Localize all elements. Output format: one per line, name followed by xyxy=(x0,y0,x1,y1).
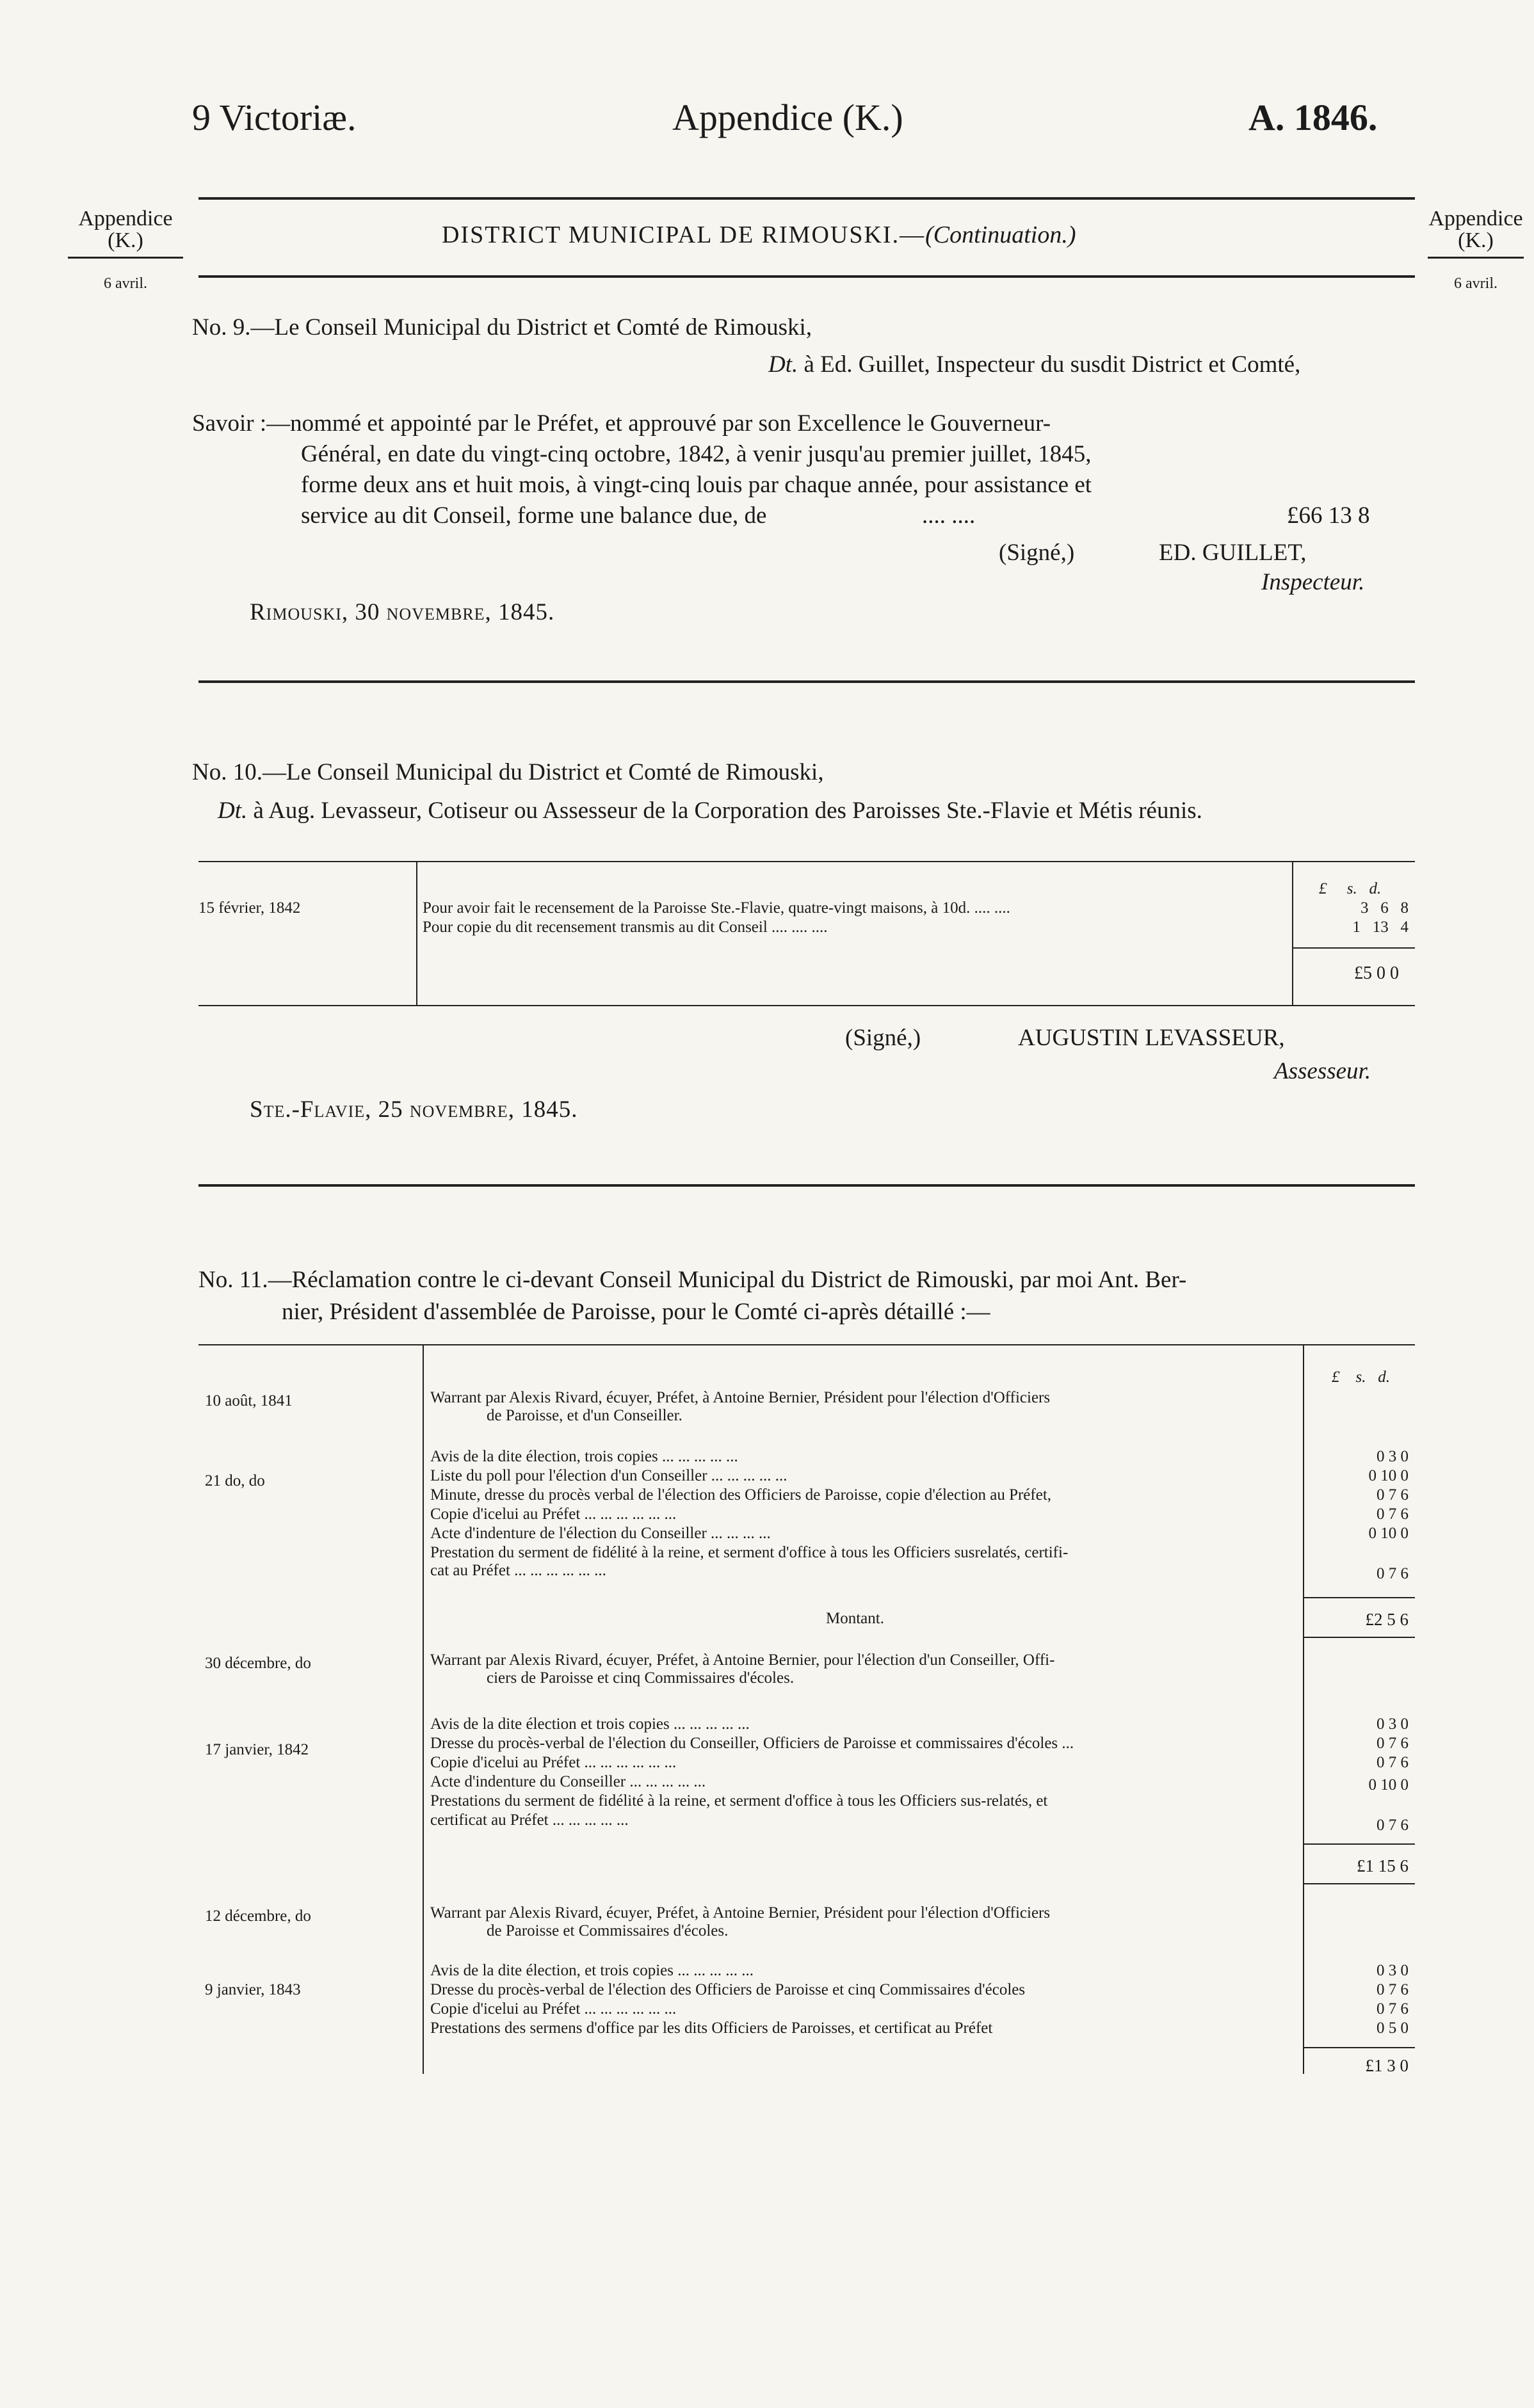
n11-col-pence: d. xyxy=(1378,1369,1390,1386)
n11-col-divider xyxy=(423,1344,424,2074)
g3-item: Prestations des sermens d'office par les dits Officiers de Paroisses, et certificat au Préfet xyxy=(430,2019,993,2037)
g1-item: Avis de la dite élection, trois copies ... ... ... ... ... xyxy=(430,1448,738,1465)
g1-total-rule xyxy=(1303,1597,1415,1598)
margin-k: (K.) xyxy=(1458,229,1494,252)
g3-date-1: 12 décembre, do xyxy=(205,1907,311,1925)
g1-item-amount: 0 3 0 xyxy=(1377,1448,1409,1465)
section-title xyxy=(442,221,1076,249)
g2-item: Dresse du procès-verbal de l'élection du Conseiller, Officiers de Paroisse et commissaires d'écoles ... xyxy=(430,1735,1074,1752)
n10-amount-divider xyxy=(1292,861,1293,1005)
g1-item-amount: 0 7 6 xyxy=(1377,1486,1409,1504)
g1-date-1: 10 août, 1841 xyxy=(205,1392,293,1409)
n10-col-pence: d. xyxy=(1369,880,1382,897)
section-title-text: DISTRICT MUNICIPAL DE RIMOUSKI.— xyxy=(442,221,926,248)
g3-item-amount: 0 5 0 xyxy=(1377,2019,1409,2037)
n11-amount-header xyxy=(1332,1369,1421,1386)
n10-item-2-amount: 1 13 4 xyxy=(1352,919,1409,936)
g2-item: Prestations du serment de fidélité à la reine, et serment d'office à tous les Officiers sus-relatés, et xyxy=(430,1792,1048,1810)
running-head-left: 9 Victoriæ. xyxy=(192,97,357,138)
g1-item: Liste du poll pour l'élection d'un Conseiller ... ... ... ... ... xyxy=(430,1467,787,1484)
n9-body-line-2: Général, en date du vingt-cinq octobre, 1842, à venir jusqu'au premier juillet, 1845, xyxy=(301,441,1092,467)
g3-date-2: 9 janvier, 1843 xyxy=(205,1981,301,1998)
running-head-center: Appendice (K.) xyxy=(672,97,903,138)
n9-signed: (Signé,) xyxy=(999,540,1075,566)
g1-item: Prestation du serment de fidélité à la reine, et serment d'office à tous les Officiers susrelatés, certifi- xyxy=(430,1544,1069,1561)
header-rule-top xyxy=(198,197,1415,200)
n10-signer: AUGUSTIN LEVASSEUR, xyxy=(1018,1025,1285,1051)
margin-appendice: Appendice xyxy=(78,207,173,230)
g1-item: cat au Préfet ... ... ... ... ... ... xyxy=(430,1562,606,1579)
g1-item: Copie d'icelui au Préfet ... ... ... ... ... ... xyxy=(430,1505,677,1523)
n11-heading-1: No. 11.—Réclamation contre le ci-devant Conseil Municipal du District de Rimouski, par moi Ant. Ber- xyxy=(198,1267,1187,1293)
g3-item: Dresse du procès-verbal de l'élection des Officiers de Paroisse et cinq Commissaires d'écoles xyxy=(430,1981,1026,1998)
n10-amount-header xyxy=(1319,880,1409,898)
n9-debtor: à Ed. Guillet, Inspecteur du susdit District et Comté, xyxy=(798,351,1301,378)
g2-total-rule xyxy=(1303,1843,1415,1845)
g2-total: £1 15 6 xyxy=(1357,1856,1409,1875)
n9-debtor-line xyxy=(768,351,1300,378)
n10-heading: No. 10.—Le Conseil Municipal du District et Comté de Rimouski, xyxy=(192,759,824,785)
running-head-right: A. 1846. xyxy=(1248,97,1378,138)
n9-heading: No. 9.—Le Conseil Municipal du District et Comté de Rimouski, xyxy=(192,314,812,341)
g3-warrant-1: Warrant par Alexis Rivard, écuyer, Préfet, à Antoine Bernier, Président pour l'élection d'Officiers xyxy=(430,1904,1051,1922)
margin-date: 6 avril. xyxy=(1454,275,1498,292)
n10-item-1-amount: 3 6 8 xyxy=(1360,899,1409,917)
n11-col-pound: £ xyxy=(1332,1369,1340,1386)
g1-item-amount: 0 10 0 xyxy=(1368,1467,1409,1484)
g2-warrant-1: Warrant par Alexis Rivard, écuyer, Préfet, à Antoine Bernier, pour l'élection d'un Conseiller, Offi- xyxy=(430,1651,1055,1669)
n10-total-rule xyxy=(1292,947,1415,949)
n11-heading-2: nier, Président d'assemblée de Paroisse, pour le Comté ci-après détaillé :— xyxy=(282,1299,990,1325)
g2-item-amount: 0 10 0 xyxy=(1368,1776,1409,1794)
n10-place-date: Ste.-Flavie, 25 novembre, 1845. xyxy=(250,1096,578,1123)
n9-signer: ED. GUILLET, xyxy=(1159,540,1307,566)
n10-total: £5 0 0 xyxy=(1354,963,1399,983)
n11-table-top-rule xyxy=(198,1344,1415,1345)
g3-item-amount: 0 7 6 xyxy=(1377,2000,1409,2018)
g2-item: Copie d'icelui au Préfet ... ... ... ... ... ... xyxy=(430,1754,677,1771)
n10-debtor: à Aug. Levasseur, Cotiseur ou Assesseur de la Corporation des Paroisses Ste.-Flavie et Métis réunis. xyxy=(247,798,1202,824)
g2-warrant-2: ciers de Paroisse et cinq Commissaires d'écoles. xyxy=(487,1669,795,1687)
g2-date-2: 17 janvier, 1842 xyxy=(205,1741,309,1758)
g3-item-amount: 0 3 0 xyxy=(1377,1962,1409,1979)
section-rule xyxy=(198,680,1415,683)
g1-montant-label: Montant. xyxy=(826,1610,884,1627)
n10-item-1: Pour avoir fait le recensement de la Paroisse Ste.-Flavie, quatre-vingt maisons, à 10d. .... .... xyxy=(423,899,1010,917)
n10-col-divider xyxy=(416,861,417,1005)
g3-item-amount: 0 7 6 xyxy=(1377,1981,1409,1998)
n10-table-top-rule xyxy=(198,861,1415,862)
g3-item: Copie d'icelui au Préfet ... ... ... ... ... ... xyxy=(430,2000,677,2018)
n10-date: 15 février, 1842 xyxy=(198,899,301,917)
n9-body-line-1: Savoir :—nommé et appointé par le Préfet, et approuvé par son Excellence le Gouverneur- xyxy=(192,410,1051,437)
n10-col-shilling: s. xyxy=(1346,880,1357,897)
margin-note-right xyxy=(1421,208,1530,294)
g2-item-amount: 0 3 0 xyxy=(1377,1715,1409,1733)
n10-signed: (Signé,) xyxy=(845,1025,921,1051)
g1-date-2: 21 do, do xyxy=(205,1472,265,1489)
g1-warrant-1: Warrant par Alexis Rivard, écuyer, Préfet, à Antoine Bernier, Président pour l'élection d'Officiers xyxy=(430,1389,1051,1406)
margin-k: (K.) xyxy=(108,229,143,252)
n9-leader-dots: .... .... xyxy=(922,502,976,529)
g1-total: £2 5 6 xyxy=(1365,1610,1409,1629)
g2-date-1: 30 décembre, do xyxy=(205,1655,311,1672)
n10-col-pound: £ xyxy=(1319,880,1327,897)
n9-amount: £66 13 8 xyxy=(1287,502,1370,529)
g1-item: Acte d'indenture de l'élection du Conseiller ... ... ... ... xyxy=(430,1525,771,1542)
n10-dt: Dt. xyxy=(218,798,248,824)
n10-table-bottom-rule xyxy=(198,1005,1415,1006)
g3-total-rule xyxy=(1303,2047,1415,2048)
g2-item-amount: 0 7 6 xyxy=(1377,1817,1409,1834)
n9-body-line-3: forme deux ans et huit mois, à vingt-cinq louis par chaque année, pour assistance et xyxy=(301,472,1092,498)
g2-item: Avis de la dite élection et trois copies ... ... ... ... ... xyxy=(430,1715,750,1733)
g1-warrant-2: de Paroisse, et d'un Conseiller. xyxy=(487,1407,682,1424)
n11-col-shilling: s. xyxy=(1355,1369,1366,1386)
g1-item-amount: 0 7 6 xyxy=(1377,1565,1409,1582)
margin-date: 6 avril. xyxy=(104,275,147,292)
n9-signer-title: Inspecteur. xyxy=(1261,569,1365,595)
g3-total: £1 3 0 xyxy=(1365,2056,1409,2075)
n9-dt: Dt. xyxy=(768,351,798,378)
g2-item: certificat au Préfet ... ... ... ... ... xyxy=(430,1811,629,1829)
g3-warrant-2: de Paroisse et Commissaires d'écoles. xyxy=(487,1922,729,1939)
g2-item-amount: 0 7 6 xyxy=(1377,1754,1409,1771)
g2-item-amount: 0 7 6 xyxy=(1377,1735,1409,1752)
n9-body-line-4: service au dit Conseil, forme une balance due, de xyxy=(301,502,767,529)
n10-item-2: Pour copie du dit recensement transmis au dit Conseil .... .... .... xyxy=(423,919,828,936)
margin-note-left xyxy=(61,208,190,294)
n10-signer-title: Assesseur. xyxy=(1274,1058,1371,1084)
g1-item-amount: 0 7 6 xyxy=(1377,1505,1409,1523)
n11-amount-divider xyxy=(1303,1344,1304,2074)
section-continuation: (Continuation.) xyxy=(925,221,1076,248)
n10-debtor-line xyxy=(218,797,1202,824)
n9-place-date: Rimouski, 30 novembre, 1845. xyxy=(250,599,555,625)
section-rule xyxy=(198,1184,1415,1187)
g2-total-rule-bottom xyxy=(1303,1883,1415,1884)
header-rule-bottom xyxy=(198,275,1415,278)
g1-item: Minute, dresse du procès verbal de l'élection des Officiers de Paroisse, copie d'élection au Préfet, xyxy=(430,1486,1052,1504)
margin-appendice: Appendice xyxy=(1428,207,1523,230)
g3-item: Avis de la dite élection, et trois copies ... ... ... ... ... xyxy=(430,1962,754,1979)
g2-item: Acte d'indenture du Conseiller ... ... ... ... ... xyxy=(430,1773,706,1790)
g1-total-rule-bottom xyxy=(1303,1637,1415,1638)
g1-item-amount: 0 10 0 xyxy=(1368,1525,1409,1542)
